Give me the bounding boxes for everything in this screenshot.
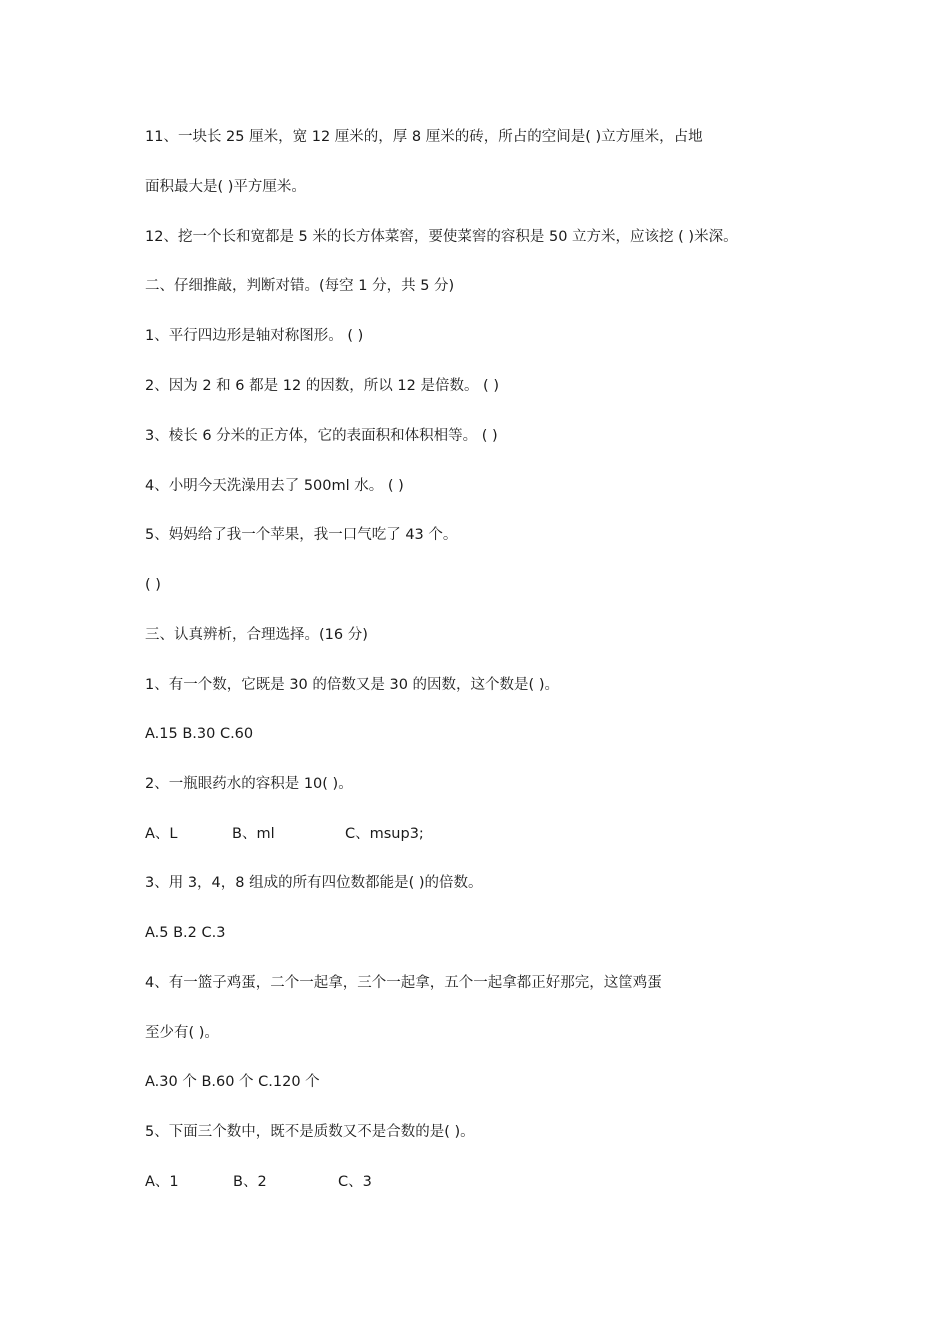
- choice-question-4-line-1: 4、有一篮子鸡蛋，二个一起拿，三个一起拿，五个一起拿都正好那完，这筐鸡蛋: [145, 975, 662, 991]
- choice-question-3-options: A.5 B.2 C.3: [145, 925, 226, 941]
- section-3-heading: 三、认真辨析，合理选择。(16 分): [145, 627, 368, 643]
- option-b: B、2: [233, 1174, 267, 1190]
- judge-item-1: 1、平行四边形是轴对称图形。 ( ): [145, 328, 364, 344]
- option-c: C、msup3;: [345, 826, 424, 842]
- judge-item-4: 4、小明今天洗澡用去了 500ml 水。 ( ): [145, 478, 404, 494]
- section-2-heading: 二、仔细推敲，判断对错。(每空 1 分，共 5 分): [145, 278, 455, 294]
- choice-question-1-options: A.15 B.30 C.60: [145, 726, 254, 742]
- question-11-line-2: 面积最大是( )平方厘米。: [145, 179, 306, 195]
- option-c: C、3: [338, 1174, 372, 1190]
- choice-question-2-options: [145, 824, 424, 844]
- option-b: B、ml: [232, 826, 275, 842]
- choice-question-4-options: A.30 个 B.60 个 C.120 个: [145, 1074, 320, 1090]
- choice-question-4-line-2: 至少有( )。: [145, 1025, 219, 1041]
- judge-item-5: 5、妈妈给了我一个苹果，我一口气吃了 43 个。: [145, 527, 458, 543]
- choice-question-5-options: [145, 1172, 372, 1192]
- choice-question-3: 3、用 3，4，8 组成的所有四位数都能是( )的倍数。: [145, 875, 483, 891]
- choice-question-1: 1、有一个数，它既是 30 的倍数又是 30 的因数，这个数是( )。: [145, 677, 559, 693]
- judge-item-3: 3、棱长 6 分米的正方体，它的表面积和体积相等。 ( ): [145, 428, 498, 444]
- judge-item-2: 2、因为 2 和 6 都是 12 的因数，所以 12 是倍数。 ( ): [145, 378, 499, 394]
- question-12: 12、挖一个长和宽都是 5 米的长方体菜窖，要使菜窖的容积是 50 立方米，应该挖 ( )米深。: [145, 229, 738, 245]
- choice-question-2: 2、一瓶眼药水的容积是 10( )。: [145, 776, 353, 792]
- choice-question-5: 5、下面三个数中，既不是质数又不是合数的是( )。: [145, 1124, 475, 1140]
- question-11-line-1: 11、一块长 25 厘米，宽 12 厘米的，厚 8 厘米的砖，所占的空间是( )立方厘米，占地: [145, 129, 703, 145]
- option-a: A、L: [145, 826, 178, 842]
- option-a: A、1: [145, 1174, 179, 1190]
- judge-item-5-bracket: ( ): [145, 577, 161, 593]
